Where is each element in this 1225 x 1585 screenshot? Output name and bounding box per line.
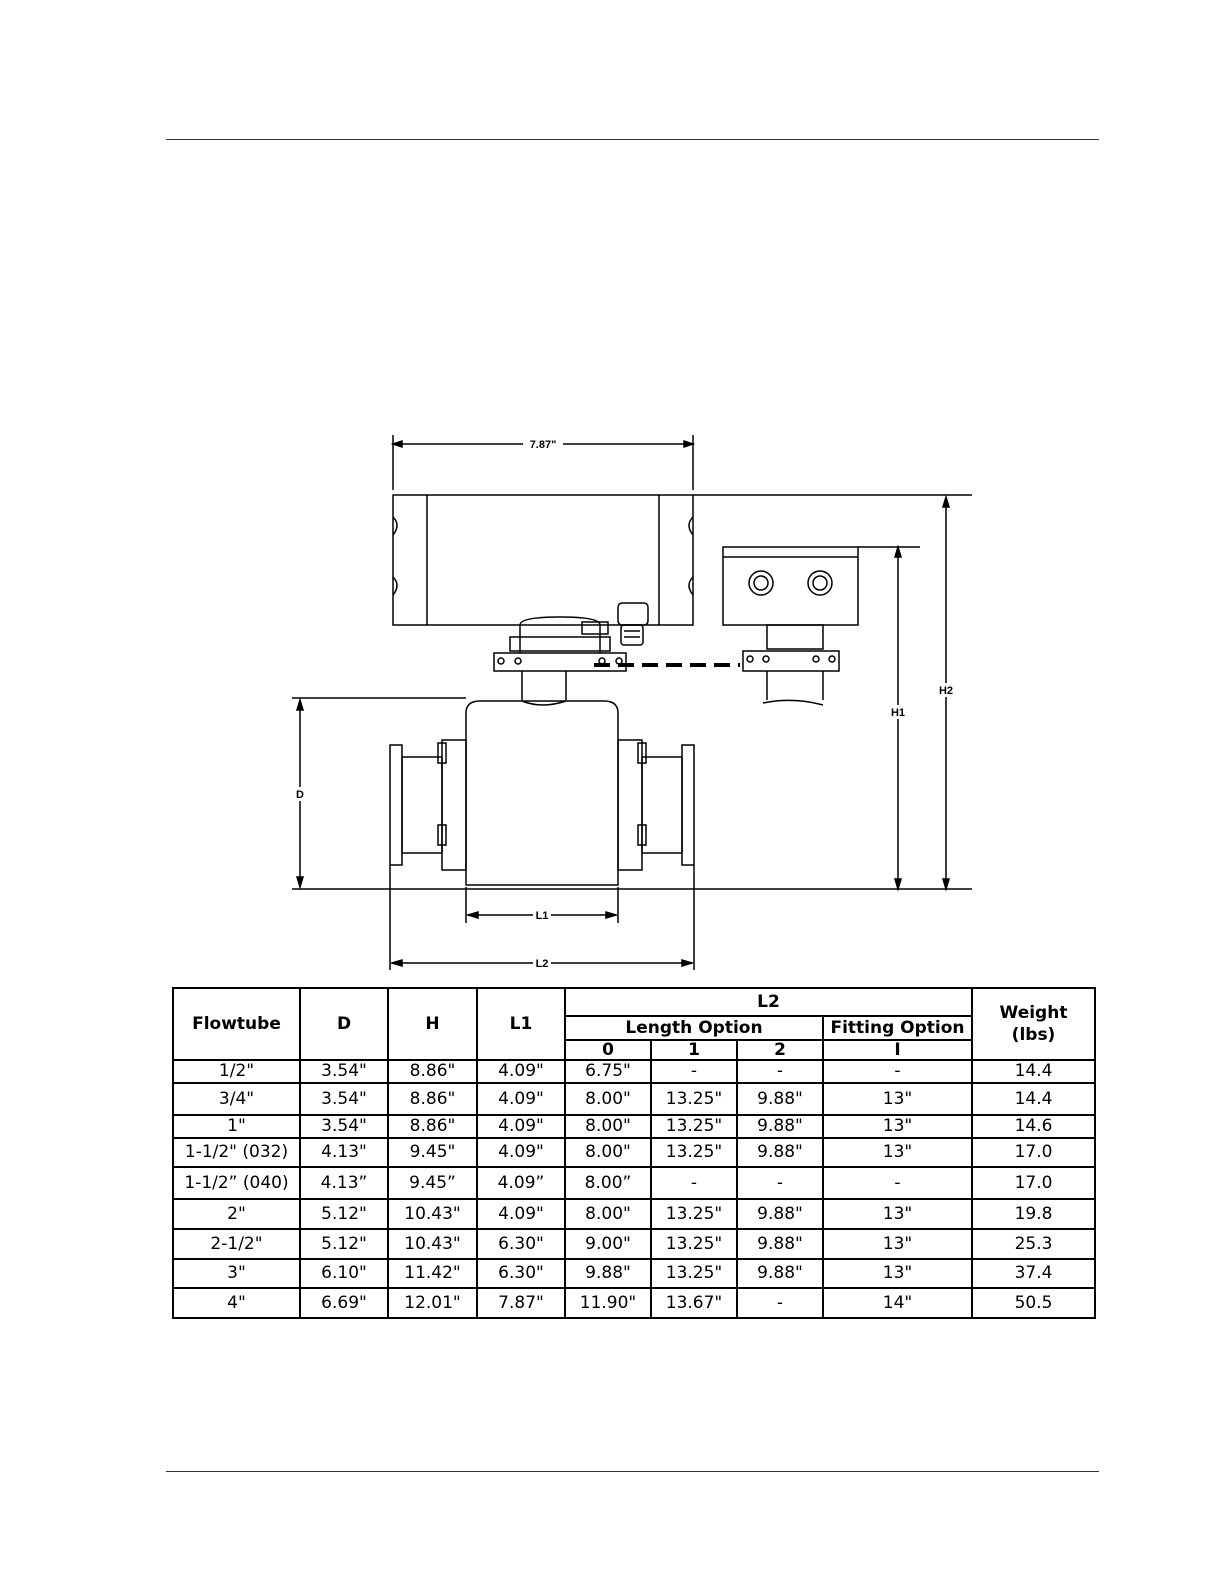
table-cell: 17.0	[972, 1167, 1095, 1199]
table-cell: 5.12"	[300, 1199, 388, 1229]
table-cell: 13.25"	[651, 1138, 737, 1167]
table-cell: 13"	[823, 1115, 972, 1138]
table-cell: 14.4	[972, 1060, 1095, 1083]
table-cell: 9.88"	[565, 1259, 651, 1288]
table-cell: 19.8	[972, 1199, 1095, 1229]
table-row	[173, 1060, 1095, 1083]
table-cell: 4.09"	[477, 1115, 565, 1138]
table-row	[173, 1199, 1095, 1229]
table-cell: 13"	[823, 1259, 972, 1288]
table-cell: 8.00"	[565, 1199, 651, 1229]
table-cell: 6.30"	[477, 1229, 565, 1259]
table-cell: 1-1/2” (040)	[173, 1167, 300, 1199]
header-l2: L2	[565, 988, 972, 1016]
table-cell: 6.30"	[477, 1259, 565, 1288]
arrowhead	[684, 441, 693, 447]
table-row	[173, 1138, 1095, 1167]
dim-label-h1: H1	[890, 707, 906, 719]
table-cell: 8.86"	[388, 1083, 477, 1115]
footer-rule	[166, 1471, 1099, 1472]
table-cell: 3.54"	[300, 1060, 388, 1083]
table-cell: 6.69"	[300, 1288, 388, 1318]
cable-gland	[618, 603, 648, 625]
table-cell: 1"	[173, 1115, 300, 1138]
remote-junction-box	[723, 547, 858, 625]
header-opt-0: 0	[565, 1040, 651, 1060]
header-weight-text: Weight (lbs)	[999, 1002, 1068, 1045]
table-cell: 10.43"	[388, 1199, 477, 1229]
table-cell: 8.86"	[388, 1060, 477, 1083]
table-cell: 25.3	[972, 1229, 1095, 1259]
table-cell: 13.25"	[651, 1259, 737, 1288]
table-cell: 1-1/2" (032)	[173, 1138, 300, 1167]
table-cell: 13"	[823, 1138, 972, 1167]
dim-label-d: D	[296, 789, 304, 801]
table-cell: 9.88"	[737, 1199, 823, 1229]
table-row	[173, 1083, 1095, 1115]
flowtube-dimension-drawing	[280, 425, 1000, 975]
table-cell: -	[737, 1288, 823, 1318]
table-cell: 4.09"	[477, 1060, 565, 1083]
table-cell: 17.0	[972, 1138, 1095, 1167]
remote-flange	[743, 651, 839, 671]
header-fitting-option: Fitting Option	[823, 1016, 972, 1040]
table-cell: 9.88"	[737, 1259, 823, 1288]
table-cell: -	[737, 1167, 823, 1199]
table-cell: 4"	[173, 1288, 300, 1318]
header-d: D	[300, 988, 388, 1060]
table-cell: 14.4	[972, 1083, 1095, 1115]
table-cell: 3.54"	[300, 1083, 388, 1115]
table-cell: 9.88"	[737, 1083, 823, 1115]
table-cell: 8.00"	[565, 1115, 651, 1138]
table-cell: 8.00"	[565, 1083, 651, 1115]
table-cell: 8.86"	[388, 1115, 477, 1138]
dim-label-l2: L2	[535, 958, 549, 970]
table-row	[173, 1288, 1095, 1318]
header-opt-1: 1	[651, 1040, 737, 1060]
table-cell: 3/4"	[173, 1083, 300, 1115]
header-opt-2: 2	[737, 1040, 823, 1060]
table-cell: 14.6	[972, 1115, 1095, 1138]
table-cell: 13"	[823, 1083, 972, 1115]
table-cell: 13"	[823, 1199, 972, 1229]
table-cell: 9.00"	[565, 1229, 651, 1259]
table-cell: 13.67"	[651, 1288, 737, 1318]
table-cell: 4.13"	[300, 1138, 388, 1167]
dimensions-table	[172, 987, 1096, 1319]
table-body	[173, 1060, 1095, 1318]
table-cell: 8.00"	[565, 1138, 651, 1167]
table-cell: 50.5	[972, 1288, 1095, 1318]
header-h: H	[388, 988, 477, 1060]
table-cell: -	[823, 1060, 972, 1083]
table-cell: 9.88"	[737, 1115, 823, 1138]
table-cell: 2-1/2"	[173, 1229, 300, 1259]
table-cell: 13"	[823, 1229, 972, 1259]
table-cell: -	[651, 1167, 737, 1199]
table-cell: 3"	[173, 1259, 300, 1288]
table-cell: -	[737, 1060, 823, 1083]
header-length-option: Length Option	[565, 1016, 823, 1040]
table-cell: 6.75"	[565, 1060, 651, 1083]
table-cell: -	[823, 1167, 972, 1199]
table-cell: 9.88"	[737, 1138, 823, 1167]
table-cell: 10.43"	[388, 1229, 477, 1259]
table-cell: 2"	[173, 1199, 300, 1229]
flowtube-body	[466, 701, 618, 885]
table-cell: 9.88"	[737, 1229, 823, 1259]
table-cell: -	[651, 1060, 737, 1083]
header-rule	[166, 139, 1099, 140]
table-cell: 6.10"	[300, 1259, 388, 1288]
table-cell: 4.09"	[477, 1138, 565, 1167]
table-row	[173, 1259, 1095, 1288]
header-flowtube: Flowtube	[173, 988, 300, 1060]
table-row	[173, 1229, 1095, 1259]
mounting-flange	[494, 653, 626, 671]
table-cell: 13.25"	[651, 1199, 737, 1229]
header-l1: L1	[477, 988, 565, 1060]
table-cell: 13.25"	[651, 1229, 737, 1259]
table-cell: 13.25"	[651, 1083, 737, 1115]
header-weight	[972, 988, 1095, 1060]
table-cell: 5.12"	[300, 1229, 388, 1259]
table-cell: 4.13”	[300, 1167, 388, 1199]
dim-label-l1: L1	[535, 910, 549, 922]
table-cell: 13.25"	[651, 1115, 737, 1138]
table-cell: 8.00”	[565, 1167, 651, 1199]
header-opt-I: I	[823, 1040, 972, 1060]
table-cell: 7.87"	[477, 1288, 565, 1318]
table-cell: 12.01"	[388, 1288, 477, 1318]
table-cell: 1/2"	[173, 1060, 300, 1083]
table-row	[173, 1167, 1095, 1199]
table-cell: 4.09”	[477, 1167, 565, 1199]
table-cell: 4.09"	[477, 1083, 565, 1115]
arrowhead	[393, 441, 402, 447]
table-cell: 37.4	[972, 1259, 1095, 1288]
table-cell: 11.90"	[565, 1288, 651, 1318]
table-cell: 4.09"	[477, 1199, 565, 1229]
table-cell: 9.45”	[388, 1167, 477, 1199]
table-cell: 11.42"	[388, 1259, 477, 1288]
table-cell: 14"	[823, 1288, 972, 1318]
dim-label-top: 7.87"	[529, 439, 557, 451]
table-cell: 9.45"	[388, 1138, 477, 1167]
table-row	[173, 1115, 1095, 1138]
table-cell: 3.54"	[300, 1115, 388, 1138]
dim-label-h2: H2	[938, 685, 954, 697]
